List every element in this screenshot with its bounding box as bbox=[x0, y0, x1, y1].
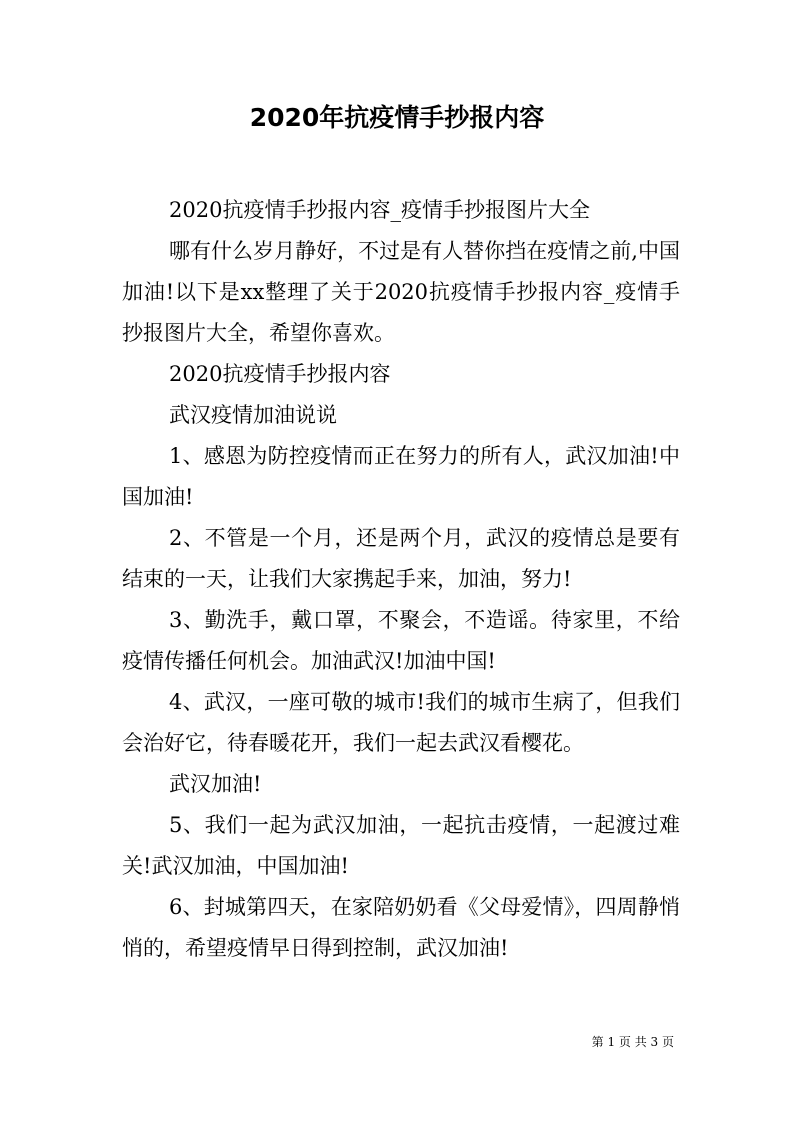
paragraph: 1、感恩为防控疫情而正在努力的所有人，武汉加油!中国加油! bbox=[122, 444, 680, 509]
document-body bbox=[122, 190, 680, 969]
page-number: 第 1 页 共 3 页 bbox=[591, 1035, 674, 1049]
paragraph: 2、不管是一个月，还是两个月，武汉的疫情总是要有结束的一天，让我们大家携起手来，加油，努力! bbox=[122, 526, 680, 591]
paragraph: 哪有什么岁月静好，不过是有人替你挡在疫情之前,中国加油!以下是xx整理了关于2020抗疫情手抄报内容_疫情手抄报图片大全，希望你喜欢。 bbox=[122, 239, 680, 345]
document-title: 2020年抗疫情手抄报内容 bbox=[249, 103, 545, 132]
paragraph: 2020抗疫情手抄报内容 bbox=[169, 362, 391, 386]
paragraph: 2020抗疫情手抄报内容_疫情手抄报图片大全 bbox=[169, 198, 590, 222]
paragraph: 武汉加油! bbox=[169, 772, 262, 796]
paragraph: 4、武汉，一座可敬的城市!我们的城市生病了，但我们会治好它，待春暖花开，我们一起去武汉看樱花。 bbox=[122, 690, 680, 755]
paragraph: 6、封城第四天，在家陪奶奶看《父母爱情》，四周静悄悄的，希望疫情早日得到控制，武汉加油! bbox=[122, 895, 680, 960]
paragraph: 3、勤洗手，戴口罩，不聚会，不造谣。待家里，不给疫情传播任何机会。加油武汉!加油中国! bbox=[122, 608, 680, 673]
paragraph: 5、我们一起为武汉加油，一起抗击疫情，一起渡过难关!武汉加油，中国加油! bbox=[122, 813, 680, 878]
paragraph: 武汉疫情加油说说 bbox=[169, 403, 337, 427]
